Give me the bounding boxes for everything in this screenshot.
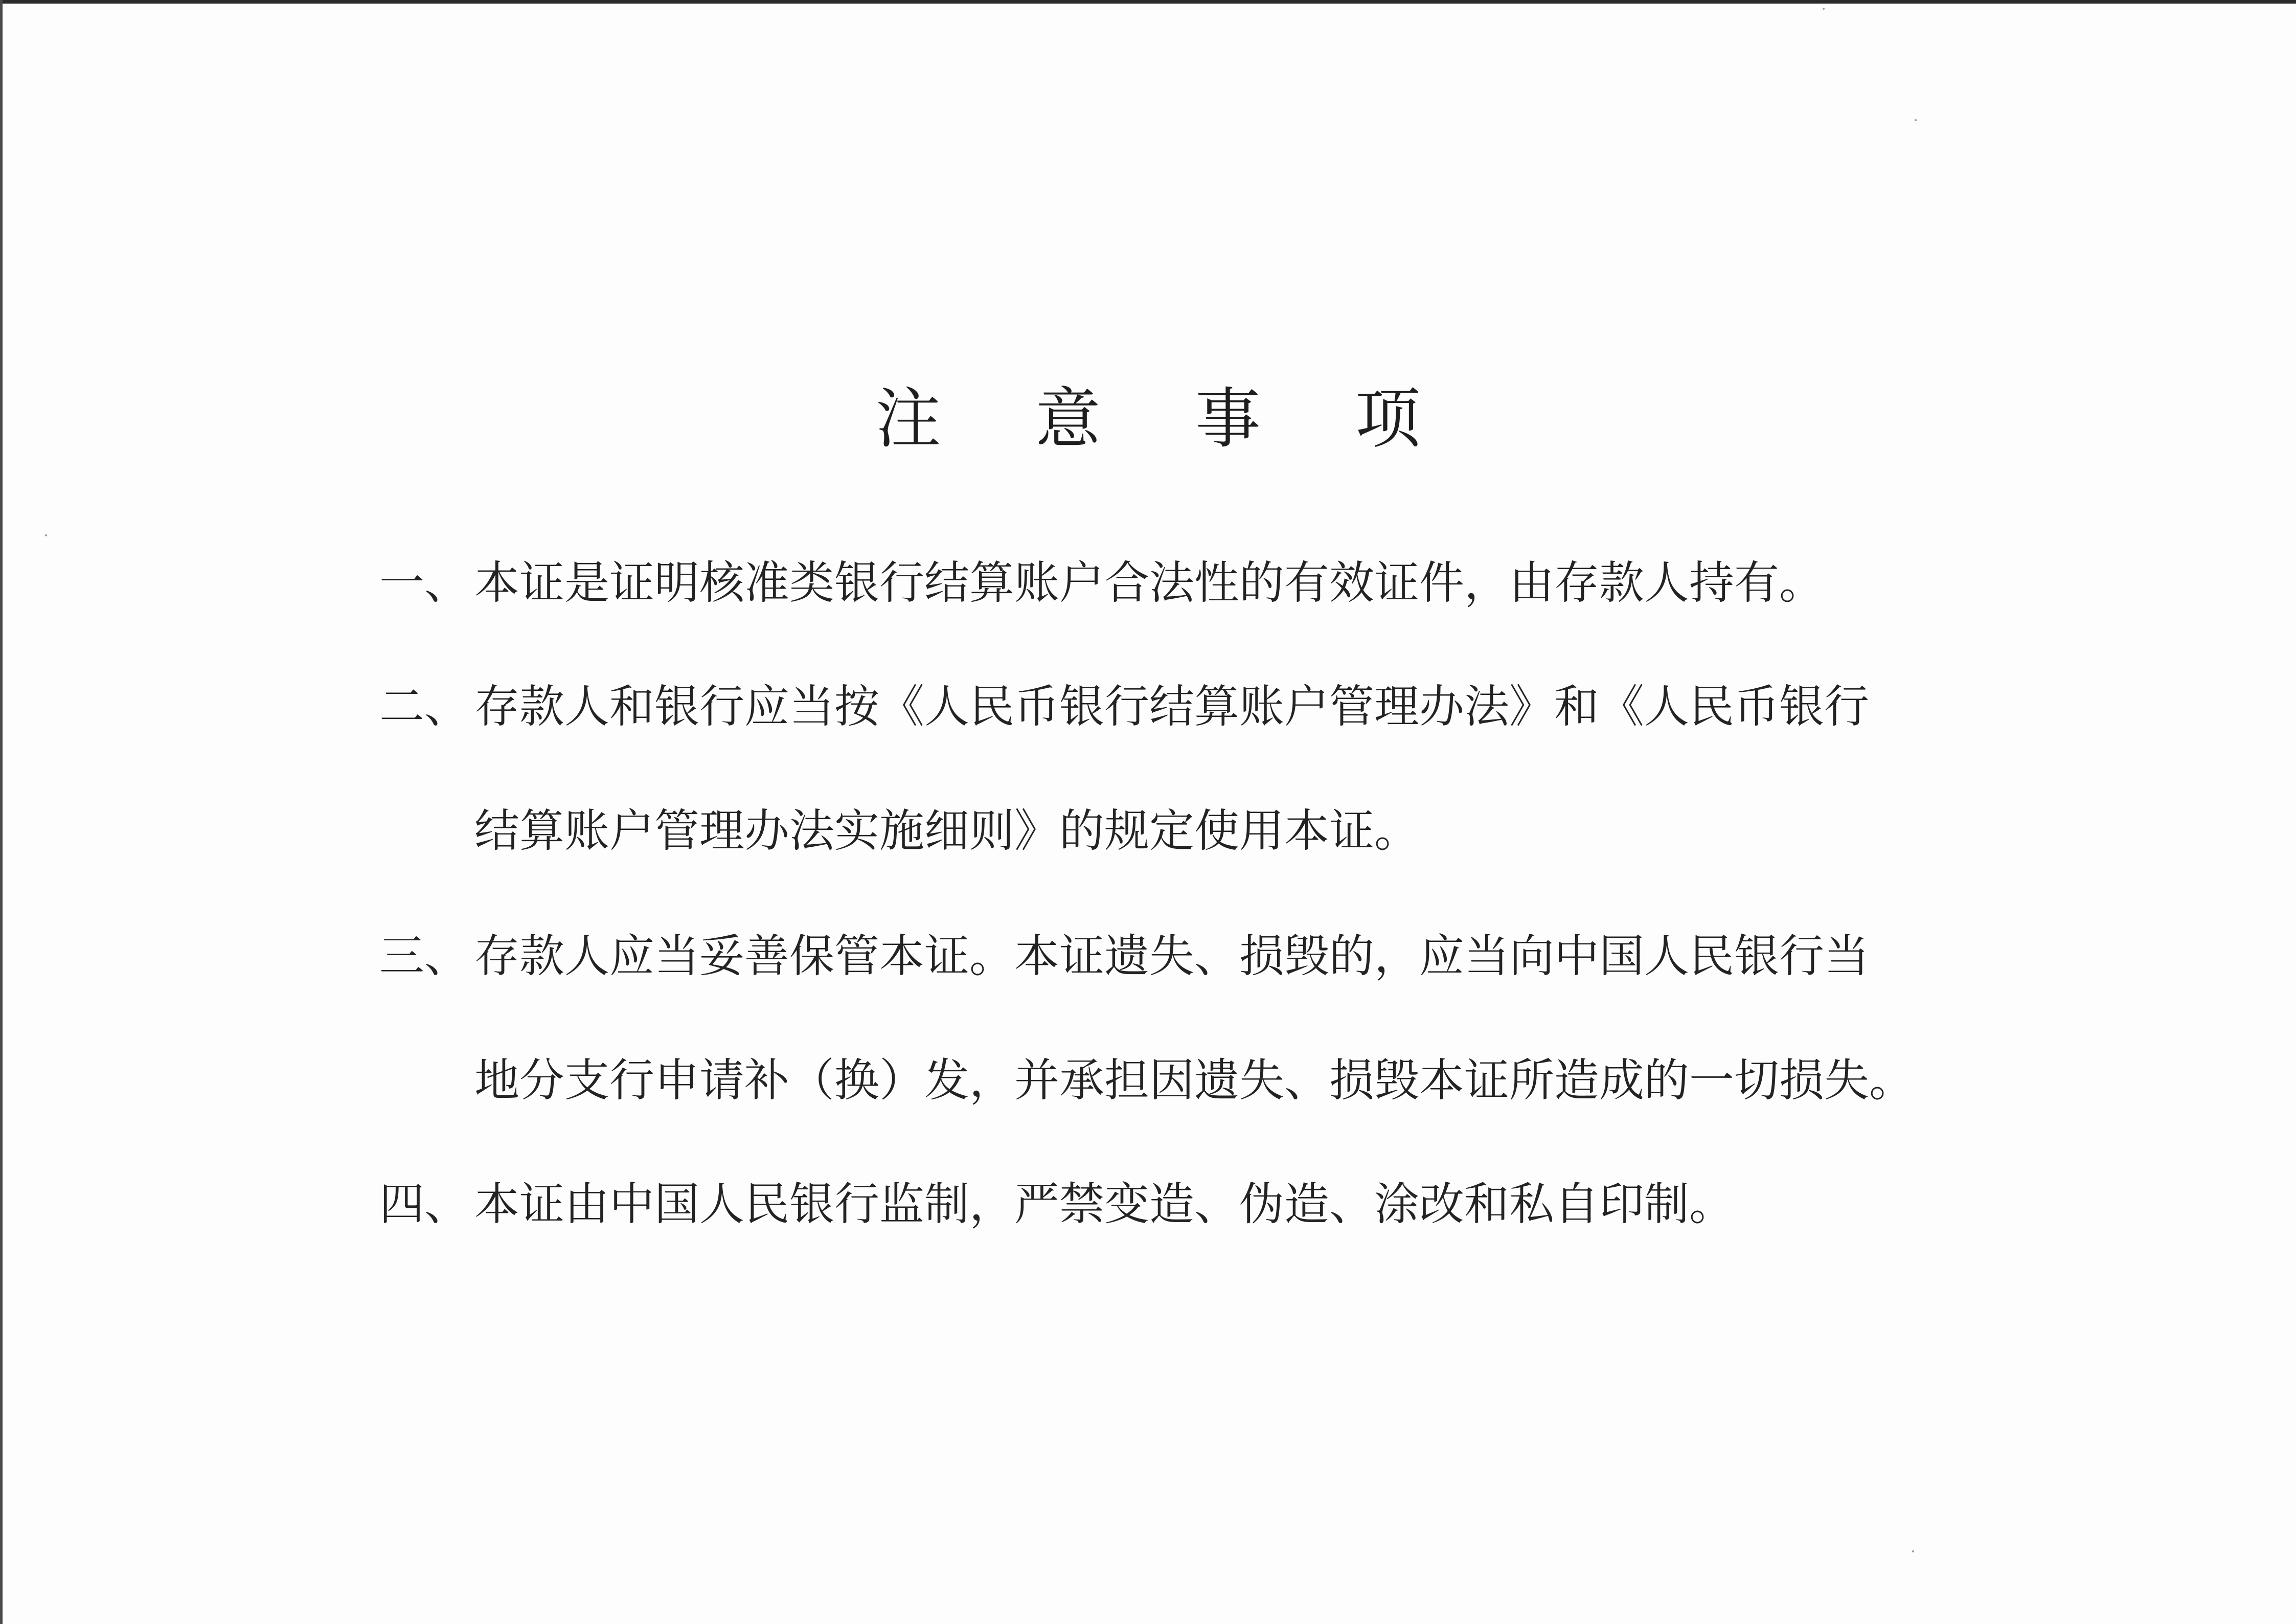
clause-3 xyxy=(379,926,1964,987)
scan-speck xyxy=(1823,8,1825,10)
clause-2-number: 二、 xyxy=(379,680,470,733)
clause-3-line-1 xyxy=(379,926,1964,987)
clause-4-text: 本证由中国人民银行监制，严禁变造、伪造、涂改和私自印制。 xyxy=(474,1178,1735,1230)
clause-4-number: 四、 xyxy=(379,1178,470,1230)
clause-3-continuation xyxy=(379,1050,1964,1111)
clause-2 xyxy=(379,676,1964,737)
clause-2-continuation xyxy=(379,800,1964,862)
scan-speck xyxy=(1915,119,1917,121)
clause-1 xyxy=(379,552,1964,614)
clause-1-number: 一、 xyxy=(379,556,470,609)
clause-4-line-1 xyxy=(379,1174,1964,1235)
clause-2-text: 存款人和银行应当按《人民币银行结算账户管理办法》和《人民币银行 xyxy=(474,680,1870,733)
scan-edge-left xyxy=(0,0,3,1624)
clause-1-text: 本证是证明核准类银行结算账户合法性的有效证件，由存款人持有。 xyxy=(474,556,1825,609)
clause-2-line-2: 结算账户管理办法实施细则》的规定使用本证。 xyxy=(474,804,1420,857)
clause-3-line-2: 地分支行申请补（换）发，并承担因遗失、损毁本证所造成的一切损失。 xyxy=(474,1054,1915,1107)
clause-3-text: 存款人应当妥善保管本证。本证遗失、损毁的，应当向中国人民银行当 xyxy=(474,930,1870,982)
clause-1-line-1 xyxy=(379,552,1964,614)
clause-2-line-1 xyxy=(379,676,1964,737)
page-title: 注 意 事 项 xyxy=(875,381,1458,457)
clause-3-number: 三、 xyxy=(379,930,470,982)
scan-speck xyxy=(45,534,47,536)
scan-edge-top xyxy=(0,0,2296,4)
scan-speck xyxy=(1912,1550,1914,1552)
clause-4 xyxy=(379,1174,1964,1235)
